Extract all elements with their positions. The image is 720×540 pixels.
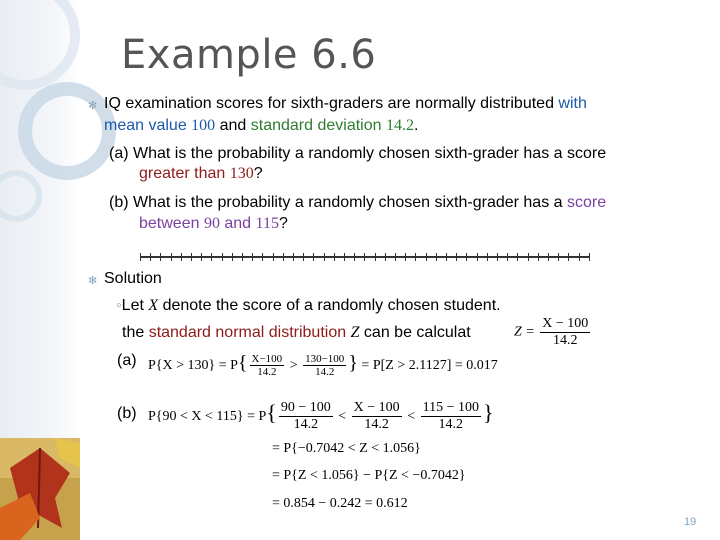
ruler-tick [589, 253, 590, 261]
autumn-leaves-image [0, 438, 80, 540]
part-b-line-1: P{90 < X < 115} = P{ $\frac{90 - 100}{14.2}$ < $\frac{X - 100}{14.2}$ < $\frac{115 - 100}{14.2}$ } [148, 400, 494, 433]
ruler-tick [538, 253, 539, 261]
ruler-tick [517, 253, 518, 261]
ruler-tick [273, 253, 274, 261]
ruler-tick [222, 253, 223, 261]
ruler-tick [201, 253, 202, 261]
solution-let-line [116, 297, 501, 315]
ruler-tick [242, 253, 243, 261]
intro-line-1 [104, 95, 587, 113]
variable-x: X [148, 297, 159, 314]
ruler-tick [415, 253, 416, 261]
intro-line-2 [104, 117, 418, 135]
question-b-line-2 [139, 215, 288, 233]
intro-and: and [215, 117, 251, 134]
ruler-tick [497, 253, 498, 261]
ruler-tick [436, 253, 437, 261]
ruler-tick [160, 253, 161, 261]
ruler-tick [283, 253, 284, 261]
let-rest: denote the score of a randomly chosen student. [158, 297, 501, 314]
ruler-tick [487, 253, 488, 261]
decorative-ring [18, 82, 116, 180]
ruler-tick [558, 253, 559, 261]
between-label: between [139, 215, 204, 232]
ruler-tick [466, 253, 467, 261]
divider-ruler [140, 256, 590, 258]
sd-label: standard deviation [250, 117, 386, 134]
ruler-tick [568, 253, 569, 261]
ruler-tick [507, 253, 508, 261]
slide-title: Example 6.6 [121, 32, 377, 78]
ruler-tick [293, 253, 294, 261]
the-word: the [122, 324, 149, 341]
ruler-tick [140, 253, 141, 261]
part-a-equation: P{X > 130} = P{ $\frac{X-100}{14.2}$ > $\frac{130-100}{14.2}$ } = P[Z > 2.1127] = 0.017 [148, 352, 498, 379]
ruler-tick [334, 253, 335, 261]
ruler-tick [150, 253, 151, 261]
ruler-tick [252, 253, 253, 261]
part-a-label: (a) [117, 352, 137, 369]
ruler-tick [191, 253, 192, 261]
ruler-tick [181, 253, 182, 261]
ruler-tick [456, 253, 457, 261]
part-b-label: (b) [117, 405, 137, 422]
ruler-tick [385, 253, 386, 261]
ruler-tick [579, 253, 580, 261]
ruler-tick [211, 253, 212, 261]
question-b-text: (b) What is the probability a randomly chosen sixth-grader has a [109, 194, 567, 211]
question-mark: ? [278, 215, 288, 232]
intro-period: . [413, 117, 419, 134]
decorative-sidebar [0, 0, 80, 540]
ruler-tick [426, 253, 427, 261]
decorative-ring [0, 0, 80, 90]
part-b-line-3: = P{Z < 1.056} − P{Z < −0.7042} [272, 468, 466, 483]
ruler-tick [548, 253, 549, 261]
mean-value: 100 [191, 117, 216, 134]
ruler-tick [324, 253, 325, 261]
ruler-tick [364, 253, 365, 261]
intro-with: with [558, 95, 587, 112]
and-word: and [219, 215, 256, 232]
page-number: 19 [684, 516, 697, 528]
bullet-icon: ✻ [88, 275, 98, 287]
ruler-tick [446, 253, 447, 261]
part-b-line-2: = P{−0.7042 < Z < 1.056} [272, 441, 421, 456]
ruler-tick [303, 253, 304, 261]
let-prefix: Let [121, 297, 149, 314]
greater-than-label: greater than [139, 165, 230, 182]
ruler-tick [477, 253, 478, 261]
question-a-line-2 [139, 165, 263, 183]
question-b-line-1 [109, 194, 606, 212]
upper-bound: 115 [255, 215, 279, 232]
decorative-ring [0, 170, 42, 222]
ruler-tick [232, 253, 233, 261]
ruler-tick [313, 253, 314, 261]
ruler-tick [405, 253, 406, 261]
z-fraction: $\frac{X - 100}{14.2}$ [542, 316, 589, 348]
lower-bound: 90 [203, 215, 220, 232]
std-normal-label: standard normal distribution [148, 324, 351, 341]
question-mark: ? [253, 165, 263, 182]
sub-bullet-icon: ◦ [116, 297, 122, 314]
ruler-tick [354, 253, 355, 261]
part-b-line-4: = 0.854 − 0.242 = 0.612 [272, 496, 408, 511]
ruler-tick [262, 253, 263, 261]
solution-heading: Solution [104, 270, 162, 287]
score-word: score [567, 194, 607, 211]
mean-label: mean value [104, 117, 192, 134]
z-formula [514, 316, 592, 349]
solution-std-line [122, 324, 471, 342]
ruler-tick [395, 253, 396, 261]
z-lhs: Z = [514, 324, 535, 340]
ruler-tick [375, 253, 376, 261]
std-rest: can be calculat [359, 324, 471, 341]
intro-text: IQ examination scores for sixth-graders are normally distributed [104, 95, 559, 112]
question-a-line-1: (a) What is the probability a randomly chosen sixth-grader has a score [109, 145, 607, 162]
threshold-value: 130 [229, 165, 254, 182]
variable-z: Z [350, 324, 360, 341]
ruler-tick [344, 253, 345, 261]
bullet-icon: ✻ [88, 100, 98, 112]
ruler-tick [528, 253, 529, 261]
sd-value: 14.2 [385, 117, 414, 134]
ruler-tick [171, 253, 172, 261]
